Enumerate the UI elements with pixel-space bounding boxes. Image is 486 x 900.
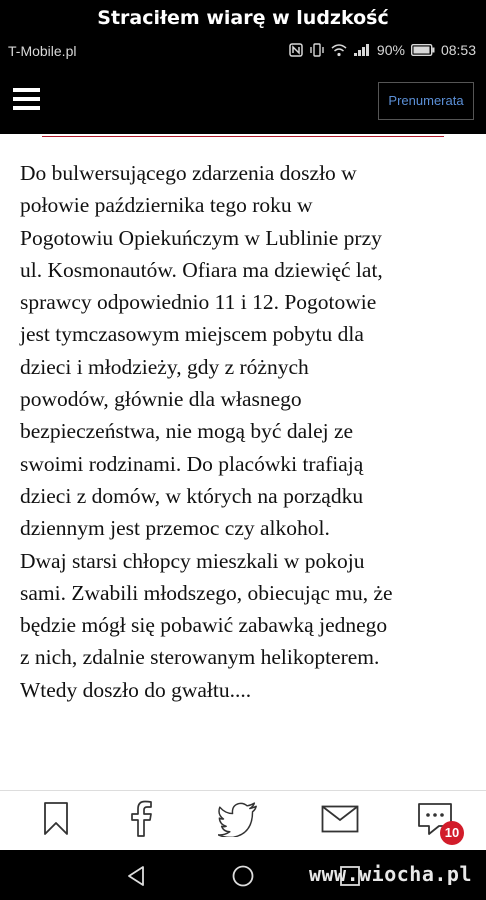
battery-icon <box>411 44 435 56</box>
article-line: Dwaj starsi chłopcy mieszkali w pokoju <box>20 548 365 573</box>
article-line: dzieci i młodzieży, gdy z różnych <box>20 354 309 379</box>
watermark: www.wiocha.pl <box>308 862 472 886</box>
comments-count-badge: 10 <box>440 821 464 845</box>
article-line: sami. Zwabili młodszego, obiecując mu, że <box>20 580 393 605</box>
article-body <box>20 157 476 706</box>
home-icon[interactable] <box>229 862 257 890</box>
signal-icon <box>353 43 371 57</box>
article-content <box>0 134 486 790</box>
article-line: dziennym jest przemoc czy alkohol. <box>20 516 330 541</box>
status-icons <box>289 42 476 58</box>
article-line: ul. Kosmonautów. Ofiara ma dziewięć lat, <box>20 257 383 282</box>
header-divider <box>42 136 444 137</box>
article-line: sprawcy odpowiednio 11 i 12. Pogotowie <box>20 290 377 315</box>
article-line: powodów, głównie dla własnego <box>20 387 302 412</box>
status-bar <box>0 36 486 66</box>
back-icon[interactable] <box>122 862 150 890</box>
caption-title: Straciłem wiarę w ludzkość <box>0 0 486 36</box>
article-line: jest tymczasowym miejscem pobytu dla <box>20 322 364 347</box>
battery-percent: 90% <box>376 42 405 58</box>
bookmark-icon[interactable] <box>36 799 76 839</box>
article-line: bezpieczeństwa, nie mogą być dalej ze <box>20 419 354 444</box>
share-bar <box>0 790 486 851</box>
twitter-icon[interactable] <box>218 799 258 839</box>
menu-icon[interactable] <box>13 88 40 110</box>
app-bar <box>0 66 486 134</box>
wifi-icon <box>331 43 347 57</box>
subscribe-button[interactable]: Prenumerata <box>378 82 474 120</box>
article-line: Pogotowiu Opiekuńczym w Lublinie przy <box>20 225 382 250</box>
system-nav-bar <box>0 850 486 900</box>
article-line: będzie mógł się pobawić zabawką jednego <box>20 613 388 638</box>
article-line: połowie października tego roku w <box>20 193 313 218</box>
facebook-icon[interactable] <box>121 799 161 839</box>
nfc-icon <box>289 43 303 57</box>
mail-icon[interactable] <box>320 799 360 839</box>
article-line: dzieci z domów, w których na porządku <box>20 483 364 508</box>
clock: 08:53 <box>440 42 476 58</box>
carrier-name: T-Mobile.pl <box>8 43 77 59</box>
article-line: z nich, zdalnie sterowanym helikopterem. <box>20 645 380 670</box>
article-line: Wtedy doszło do gwałtu.... <box>20 677 252 702</box>
article-line: swoimi rodzinami. Do placówki trafiają <box>20 451 364 476</box>
article-line: Do bulwersującego zdarzenia doszło w <box>20 161 357 185</box>
vibrate-icon <box>309 43 325 57</box>
